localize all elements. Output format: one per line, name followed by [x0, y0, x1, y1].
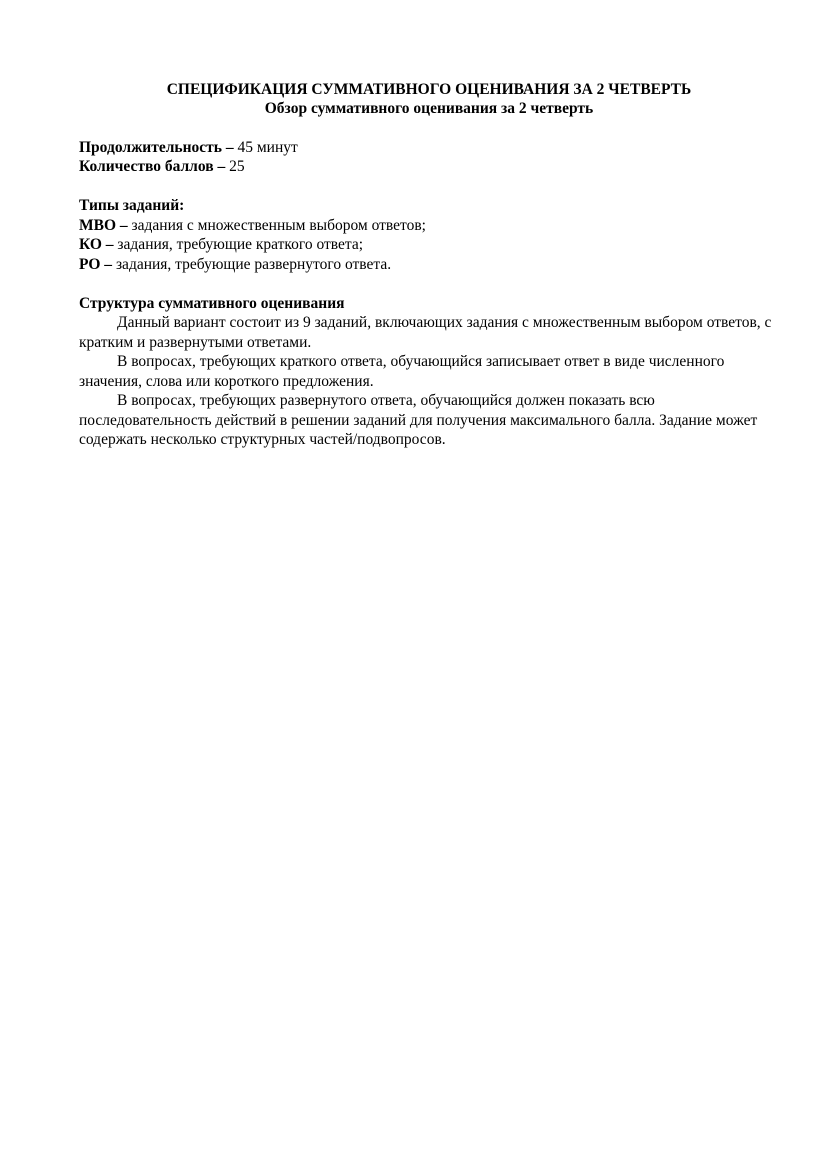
- document-subtitle: Обзор суммативного оценивания за 2 четверть: [264, 100, 594, 117]
- task-types-heading: Типы заданий:: [79, 197, 185, 214]
- document-page: [79, 80, 779, 450]
- task-type-item: [79, 216, 779, 236]
- task-type-item: [79, 255, 779, 275]
- task-type-code: РО –: [79, 255, 113, 273]
- points-value: 25: [225, 158, 245, 175]
- task-type-text: задания, требующие развернутого ответа.: [112, 255, 392, 273]
- document-title: СПЕЦИФИКАЦИЯ СУММАТИВНОГО ОЦЕНИВАНИЯ ЗА 2 ЧЕТВЕРТЬ: [166, 81, 692, 98]
- points-label: Количество баллов –: [79, 158, 226, 175]
- structure-heading: Структура суммативного оценивания: [79, 294, 345, 312]
- task-type-text: задания с множественным выбором ответов;: [127, 216, 426, 234]
- duration-value: 45 минут: [233, 138, 298, 156]
- duration-line: [79, 138, 779, 158]
- task-type-text: задания, требующие краткого ответа;: [113, 236, 364, 253]
- task-type-item: [79, 235, 779, 255]
- task-type-code: МВО –: [79, 216, 128, 234]
- structure-paragraph: В вопросах, требующих развернутого ответа, обучающийся должен показать всю последовательность действий в решении заданий для получения максимального балла. Задание может содержать несколько структурных частей/подвопросов.: [79, 392, 758, 448]
- structure-paragraph: В вопросах, требующих краткого ответа, обучающийся записывает ответ в виде численного значения, слова или короткого предложения.: [79, 353, 725, 390]
- structure-paragraph: Данный вариант состоит из 9 заданий, включающих задания с множественным выбором ответов, с кратким и развернутыми ответами.: [79, 314, 772, 351]
- task-type-code: КО –: [79, 236, 114, 253]
- points-line: [79, 157, 779, 177]
- duration-label: Продолжительность –: [79, 138, 234, 156]
